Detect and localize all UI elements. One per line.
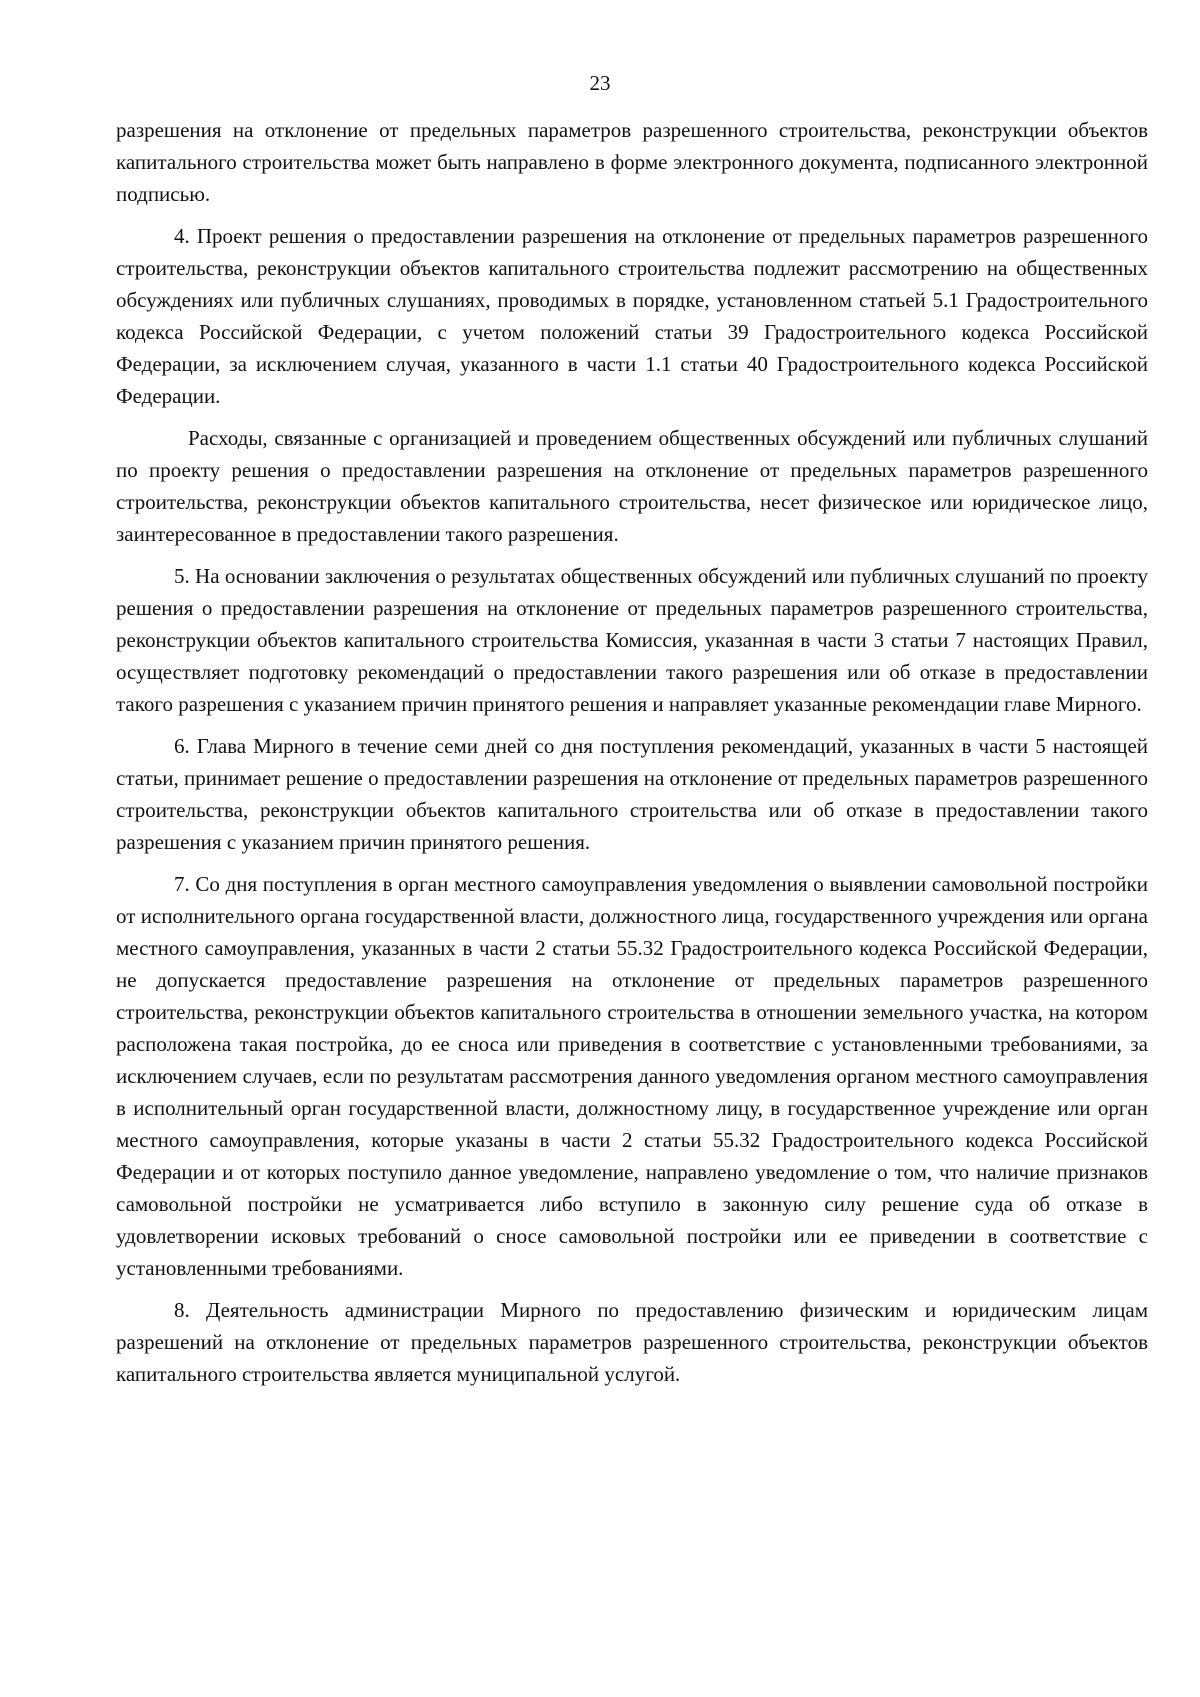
paragraph-8 <box>116 1294 1148 1390</box>
page-number: 23 <box>589 71 611 95</box>
paragraph-text: На основании заключения о результатах общественных обсуждений или публичных слушаний по проекту решения о предоставлении разрешения на отклонение от предельных параметров разрешенного строительства, реконструкции объектов капитального строительства Комиссия, указанная в части 3 статьи 7 настоящих Правил, осуществляет подготовку рекомендаций о предоставлении такого разрешения или об отказе в предоставлении такого разрешения с указанием причин принятого решения и направляет указанные рекомендации главе Мирного. <box>116 564 1149 716</box>
paragraph-number: 7. <box>174 872 190 896</box>
paragraph-text: Со дня поступления в орган местного самоуправления уведомления о выявлении самовольной постройки от исполнительного органа государственной власти, должностного лица, государственного учреждения или органа местного самоуправления, указанных в части 2 статьи 55.32 Градостроительного кодекса Российской Федерации, не допускается предоставление разрешения на отклонение от предельных параметров разрешенного строительства, реконструкции объектов капитального строительства в отношении земельного участка, на котором расположена такая постройка, до ее сноса или приведения в соответствие с установленными требованиями, за исключением случаев, если по результатам рассмотрения данного уведомления органом местного самоуправления в исполнительный орган государственной власти, должностному лицу, в государственное учреждение или орган местного самоуправления, которые указаны в части 2 статьи 55.32 Градостроительного кодекса Российской Федерации и от которых поступило данное уведомление, направлено уведомление о том, что наличие признаков самовольной постройки не усматривается либо вступило в законную силу решение суда об отказе в удовлетворении исковых требований о сносе самовольной постройки или ее приведении в соответствие с установленными требованиями. <box>116 872 1148 1280</box>
paragraph-6 <box>116 730 1148 858</box>
paragraph-7 <box>116 868 1148 1284</box>
paragraph-number: 6. <box>174 734 190 758</box>
paragraph-text: Глава Мирного в течение семи дней со дня поступления рекомендаций, указанных в части 5 настоящей статьи, принимает решение о предоставлении разрешения на отклонение от предельных параметров разрешенного строительства, реконструкции объектов капитального строительства или об отказе в предоставлении такого разрешения с указанием причин принятого решения. <box>116 734 1149 854</box>
paragraph-5 <box>116 560 1148 720</box>
paragraph-text: Проект решения о предоставлении разрешения на отклонение от предельных параметров разрешенного строительства, реконструкции объектов капитального строительства подлежит рассмотрению на общественных обсуждениях или публичных слушаниях, проводимых в порядке, установленном статьей 5.1 Градостроительного кодекса Российской Федерации, с учетом положений статьи 39 Градостроительного кодекса Российской Федерации, за исключением случая, указанного в части 1.1 статьи 40 Градостроительного кодекса Российской Федерации. <box>116 224 1148 408</box>
paragraph-number: 5. <box>174 564 190 588</box>
paragraph-text: Расходы, связанные с организацией и проведением общественных обсуждений или публичных слушаний по проекту решения о предоставлении разрешения на отклонение от предельных параметров разрешенного строительства, реконструкции объектов капитального строительства, несет физическое или юридическое лицо, заинтересованное в предоставлении такого разрешения. <box>116 426 1148 546</box>
paragraph-number: 8. <box>174 1298 190 1322</box>
paragraph-number: 4. <box>174 224 190 248</box>
paragraph-text: разрешения на отклонение от предельных параметров разрешенного строительства, реконструкции объектов капитального строительства может быть направлено в форме электронного документа, подписанного электронной подписью. <box>116 118 1148 206</box>
paragraph-text: Деятельность администрации Мирного по предоставлению физическим и юридическим лицам разрешений на отклонение от предельных параметров разрешенного строительства, реконструкции объектов капитального строительства является муниципальной услугой. <box>116 1298 1149 1386</box>
document-body <box>116 114 1148 1400</box>
paragraph-expenses <box>116 422 1148 550</box>
paragraph-continuation <box>116 114 1148 210</box>
paragraph-4 <box>116 220 1148 412</box>
